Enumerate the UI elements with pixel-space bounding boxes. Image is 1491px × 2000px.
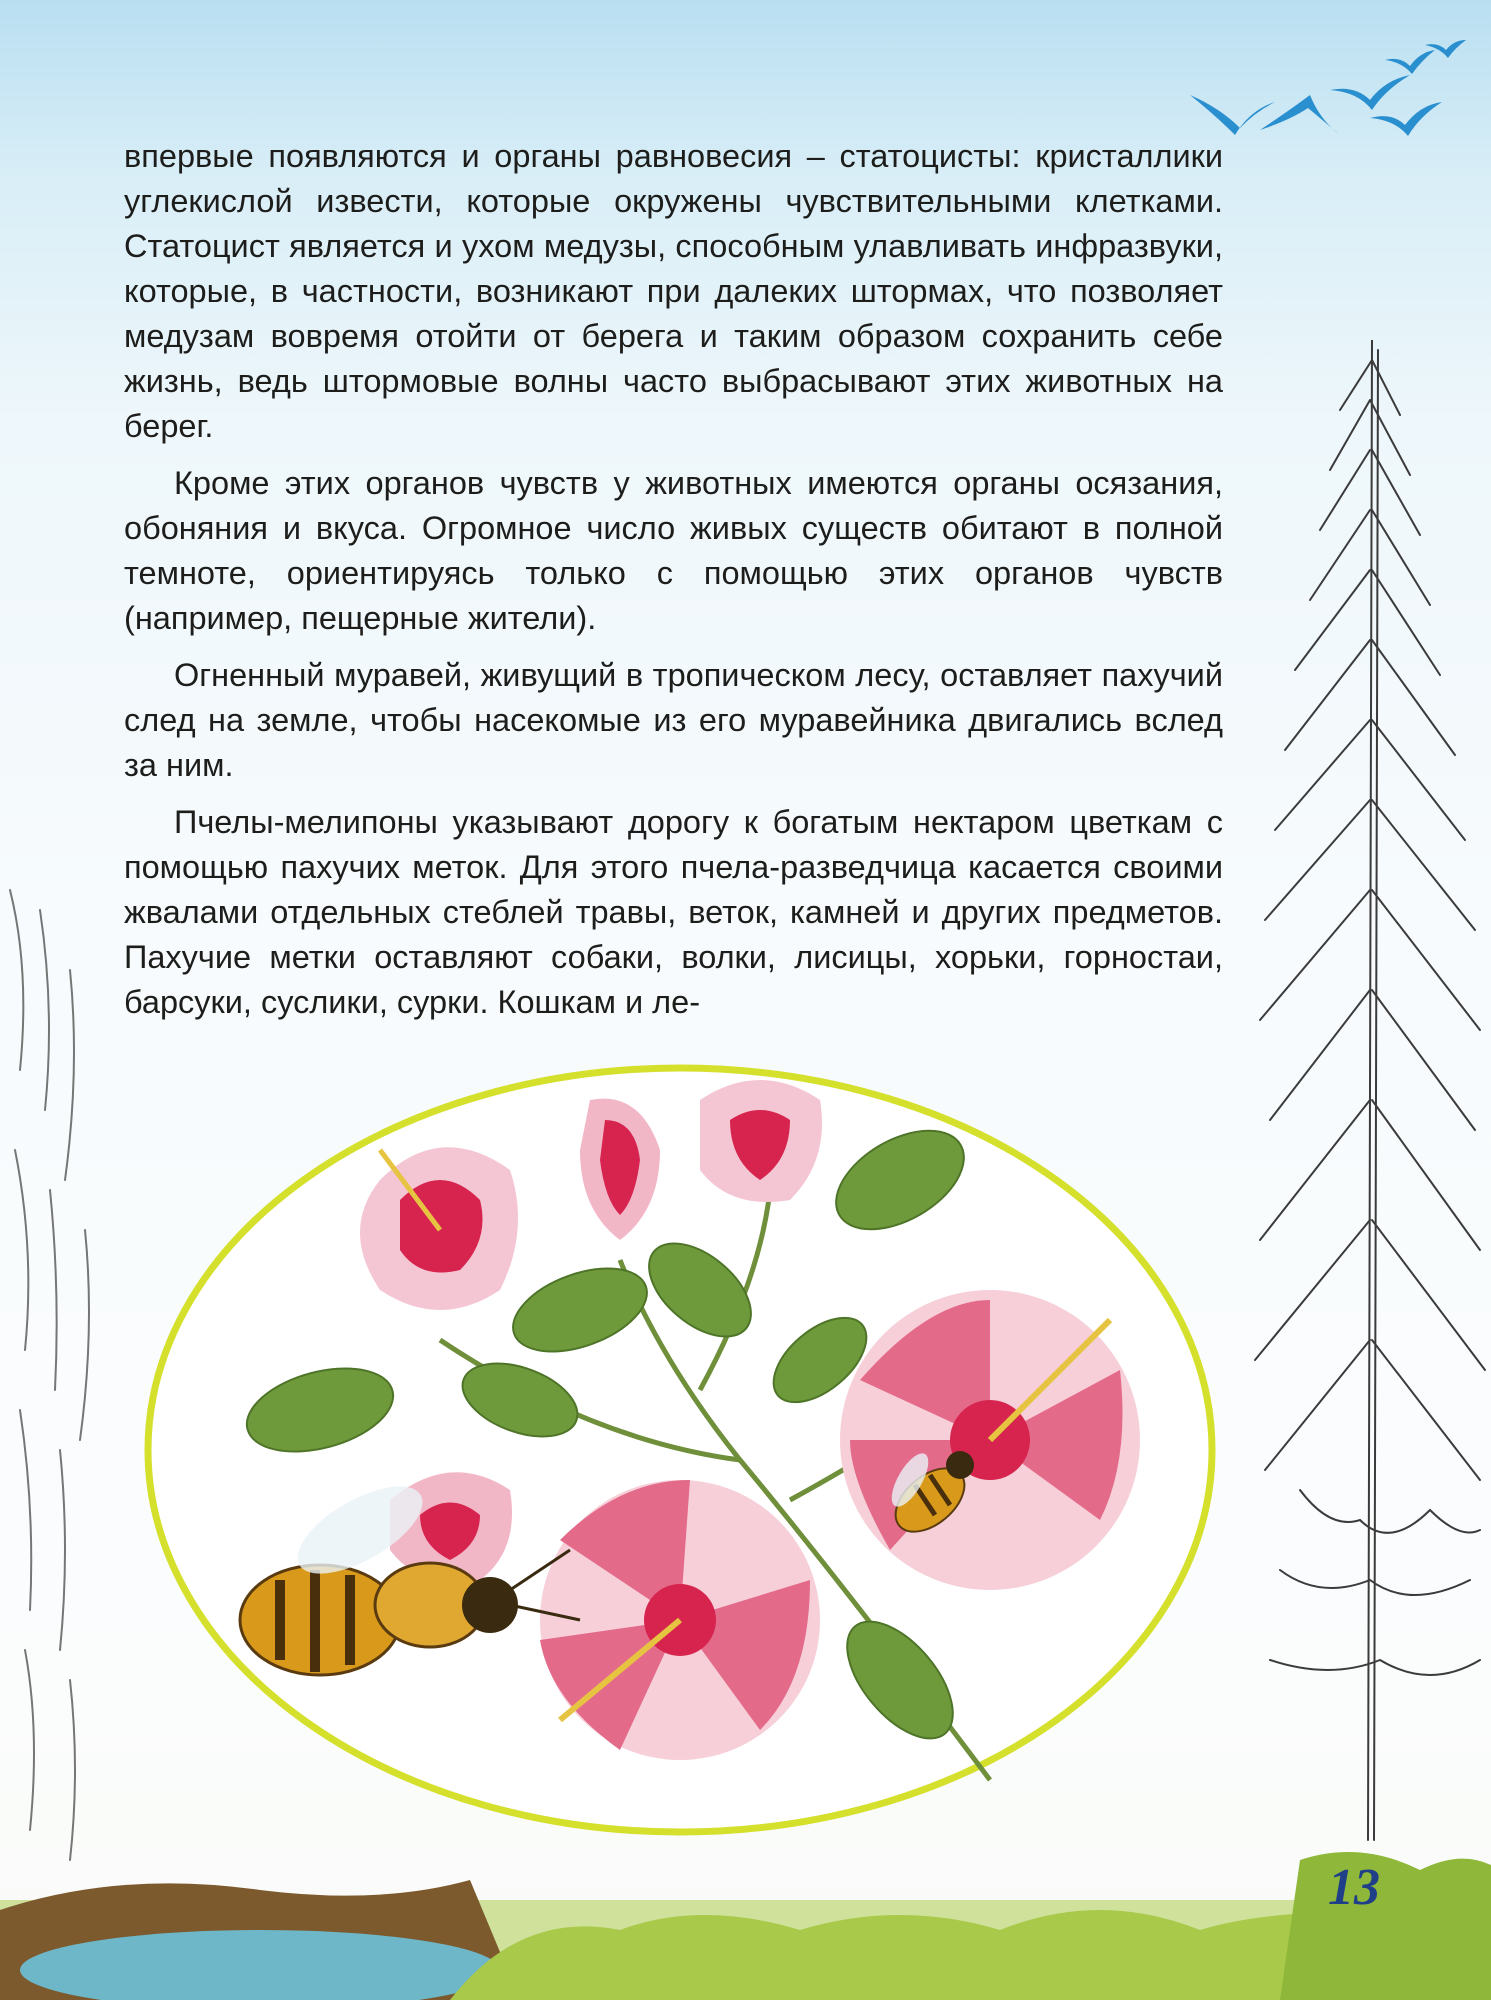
grass-sketch-left <box>0 850 140 1900</box>
page-number: 13 <box>1328 1859 1380 1916</box>
birds-illustration <box>1180 40 1480 170</box>
fir-tree-sketch <box>1240 340 1491 1860</box>
paragraph-3: Огненный муравей, живущий в тропическом лесу, оставляет пахучий след на земле, чтобы насекомые из его муравейника двигались вслед за ним. <box>124 657 1223 783</box>
article-text <box>124 134 1223 1037</box>
paragraph-1: впервые появляются и органы равновесия – статоцисты: кристаллики углекислой извести, которые окружены чувствительными клетками. Статоцист является и ухом медузы, способным улавливать инфразвуки, которые, в частности, возникают при далеких штормах, что позволяет медузам вовремя отойти от берега и таким образом сохранить себе жизнь, ведь штормовые волны часто выбрасывают этих животных на берег. <box>124 138 1223 444</box>
flowers-and-bees-illustration <box>140 1060 1220 1840</box>
paragraph-2: Кроме этих органов чувств у животных имеются органы осязания, обоняния и вкуса. Огромное число живых существ обитают в полной темноте, ориентируясь только с помощью этих органов чувств (например, пещерные жители). <box>124 465 1223 636</box>
bird-flock <box>1190 40 1466 136</box>
paragraph-4: Пчелы-мелипоны указывают дорогу к богатым нектаром цветкам с помощью пахучих меток. Для этого пчела-разведчица касается своими жвалами отдельных стеблей травы, веток, камней и других предметов. Пахучие метки оставляют собаки, волки, лисицы, хорьки, горностаи, барсуки, суслики, сурки. Кошкам и ле- <box>124 804 1223 1020</box>
